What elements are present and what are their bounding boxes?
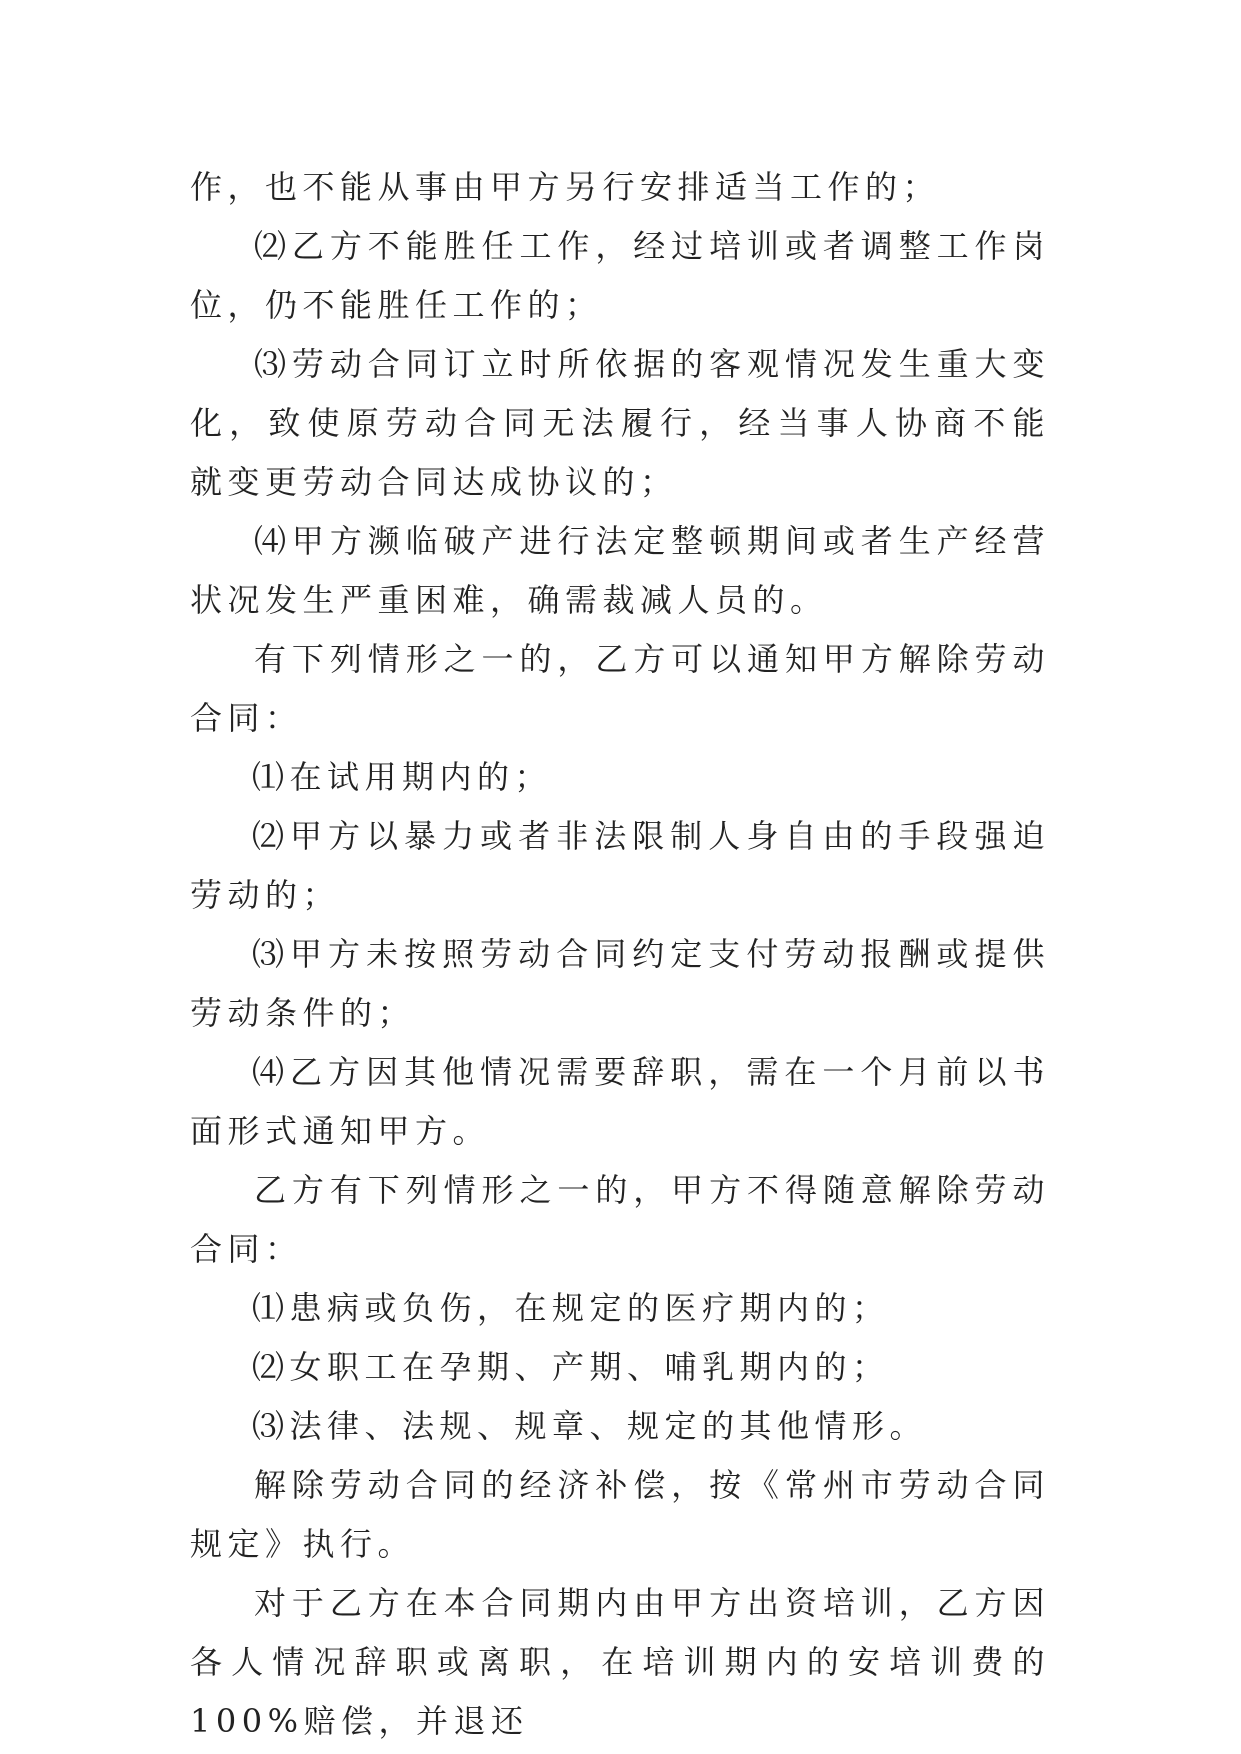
paragraph-training-cost: 对于乙方在本合同期内由甲方出资培训，乙方因各人情况辞职或离职，在培训期内的安培训费的100%赔偿，并退还: [190, 1584, 1050, 1740]
paragraph-item-3-other: ⑶法律、法规、规章、规定的其他情形。: [252, 1407, 928, 1445]
paragraph-item-4-bankruptcy: ⑷甲方濒临破产进行法定整顿期间或者生产经营状况发生严重困难，确需裁减人员的。: [190, 522, 1050, 619]
paragraph-continuation: 作，也不能从事由甲方另行安排适当工作的；: [190, 168, 941, 206]
paragraph-item-3-unpaid: ⑶甲方未按照劳动合同约定支付劳动报酬或提供劳动条件的；: [190, 935, 1050, 1032]
paragraph-compensation: 解除劳动合同的经济补偿，按《常州市劳动合同规定》执行。: [190, 1466, 1050, 1563]
paragraph-item-2-pregnancy: ⑵女职工在孕期、产期、哺乳期内的；: [252, 1348, 890, 1386]
paragraph-item-1-probation: ⑴在试用期内的；: [252, 758, 553, 796]
document-body: [190, 158, 1050, 1751]
paragraph-no-termination-heading: 乙方有下列情形之一的，甲方不得随意解除劳动合同：: [190, 1171, 1050, 1268]
paragraph-item-3-circumstance-change: ⑶劳动合同订立时所依据的客观情况发生重大变化，致使原劳动合同无法履行，经当事人协商不能就变更劳动合同达成协议的；: [190, 345, 1050, 501]
paragraph-item-4-resignation: ⑷乙方因其他情况需要辞职，需在一个月前以书面形式通知甲方。: [190, 1053, 1050, 1150]
paragraph-employee-termination-heading: 有下列情形之一的，乙方可以通知甲方解除劳动合同：: [190, 640, 1050, 737]
paragraph-item-2-unfit: ⑵乙方不能胜任工作，经过培训或者调整工作岗位，仍不能胜任工作的；: [190, 227, 1050, 324]
paragraph-item-1-illness: ⑴患病或负伤，在规定的医疗期内的；: [252, 1289, 890, 1327]
paragraph-item-2-forced-labor: ⑵甲方以暴力或者非法限制人身自由的手段强迫劳动的；: [190, 817, 1050, 914]
